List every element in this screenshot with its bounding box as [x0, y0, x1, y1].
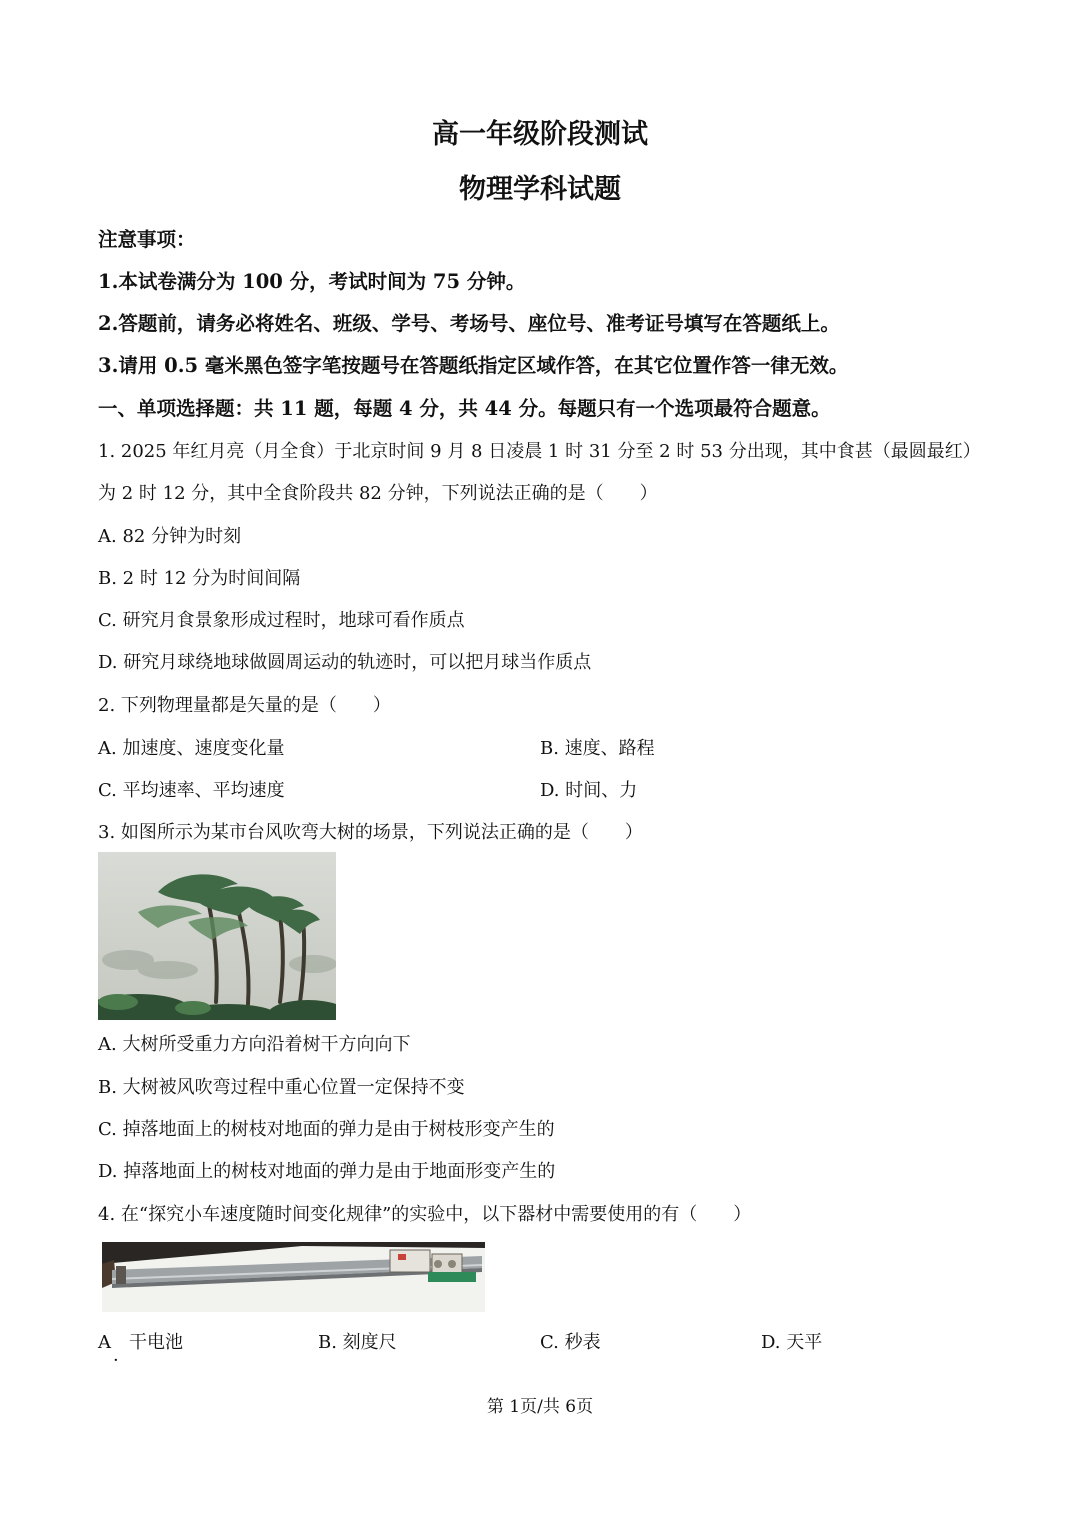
- notice-item: 1.本试卷满分为 100 分，考试时间为 75 分钟。: [98, 270, 526, 293]
- question-3-stem: 3. 如图所示为某市台风吹弯大树的场景，下列说法正确的是（ ）: [98, 822, 643, 843]
- question-4-option-d: D. 天平: [761, 1332, 823, 1353]
- question-2-option-b: B. 速度、路程: [540, 738, 655, 759]
- question-3-option-d: D. 掉落地面上的树枝对地面的弹力是由于地面形变产生的: [98, 1161, 556, 1182]
- notice-item: 2.答题前，请务必将姓名、班级、学号、考场号、座位号、准考证号填写在答题纸上。: [98, 312, 840, 335]
- question-1-stem: 1. 2025 年红月亮（月全食）于北京时间 9 月 8 日凌晨 1 时 31 分至 2 时 53 分出现，其中食甚（最圆最红）: [98, 441, 981, 462]
- question-2-option-d: D. 时间、力: [540, 780, 638, 801]
- typhoon-tree-photo: [98, 852, 336, 1020]
- question-2-option-a: A. 加速度、速度变化量: [98, 738, 285, 759]
- question-3-option-c: C. 掉落地面上的树枝对地面的弹力是由于树枝形变产生的: [98, 1119, 555, 1140]
- question-2-stem: 2. 下列物理量都是矢量的是（ ）: [98, 695, 391, 716]
- section-heading: 一、单项选择题：共 11 题，每题 4 分，共 44 分。每题只有一个选项最符合题意。: [98, 397, 831, 420]
- question-4-stem: 4. 在“探究小车速度随时间变化规律”的实验中，以下器材中需要使用的有（ ）: [98, 1204, 752, 1225]
- question-2-option-c: C. 平均速率、平均速度: [98, 780, 285, 801]
- stray-dot: ·: [113, 1350, 119, 1371]
- page-number: 第 1页/共 6页: [486, 1397, 594, 1417]
- question-4-option-b: B. 刻度尺: [318, 1332, 397, 1353]
- question-3-option-a: A. 大树所受重力方向沿着树干方向向下: [98, 1034, 411, 1055]
- question-1-option-d: D. 研究月球绕地球做圆周运动的轨迹时，可以把月球当作质点: [98, 652, 592, 673]
- exam-title: 高一年级阶段测试: [432, 119, 648, 150]
- question-1-stem: 为 2 时 12 分，其中全食阶段共 82 分钟，下列说法正确的是（ ）: [98, 483, 658, 504]
- question-1-option-a: A. 82 分钟为时刻: [98, 526, 242, 547]
- question-4-option-a: A 干电池: [98, 1332, 183, 1353]
- notice-heading: 注意事项：: [98, 228, 196, 251]
- question-4-option-c: C. 秒表: [540, 1332, 601, 1353]
- experiment-apparatus-photo: [102, 1242, 485, 1312]
- question-1-option-c: C. 研究月食景象形成过程时，地球可看作质点: [98, 610, 465, 631]
- question-1-option-b: B. 2 时 12 分为时间间隔: [98, 568, 301, 589]
- exam-subtitle: 物理学科试题: [459, 174, 621, 205]
- notice-item: 3.请用 0.5 毫米黑色签字笔按题号在答题纸指定区域作答，在其它位置作答一律无效。: [98, 354, 849, 377]
- question-3-option-b: B. 大树被风吹弯过程中重心位置一定保持不变: [98, 1077, 465, 1098]
